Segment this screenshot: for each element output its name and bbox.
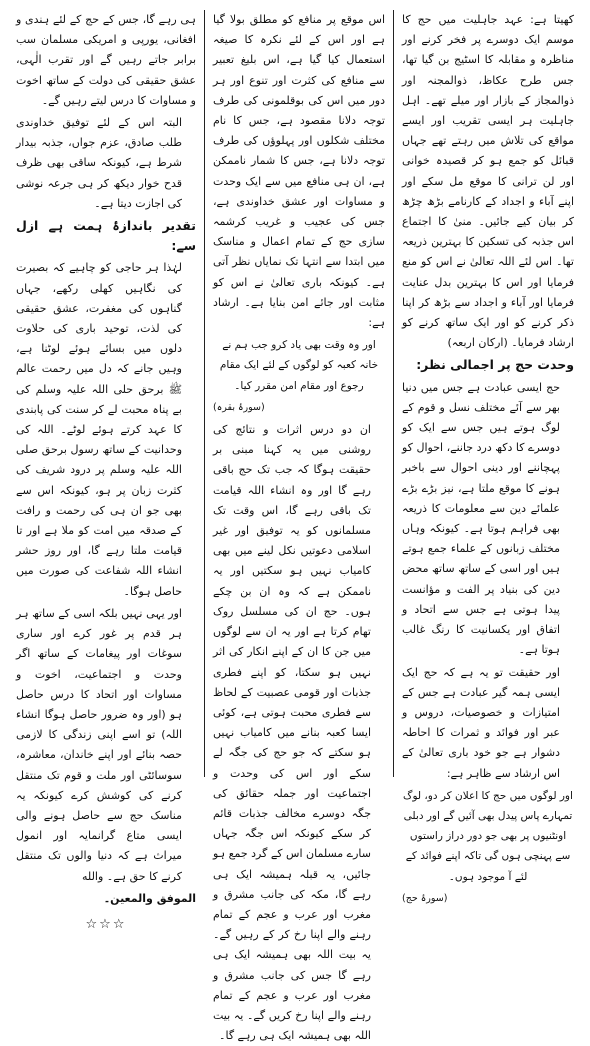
paragraph-lessons: اور یہی نہیں بلکہ اسی کے ساتھ ہر ہر قدم پر غور کرے اور ساری سوغات اور پیغامات کے ساتھ اگر وحدت و اجتماعیت، اخوت و مساوات اور اتحاد کا درس حاصل ہو (اور وہ ضرور حاصل ہوگا انشاء اللہ) تو اسے اپنی زندگی کا لازمی حصہ بنائے اور اپنے خاندان، معاشرہ، سوسائٹی اور ملت و قوم تک منتقل کرنے کی کوشش کرے کیونکہ یہ مناسک حج سے حاصل ہونے والی ایسی متاع گرانمایہ اور انمول میراث ہے کہ دنیا والوں تک منتقل کرنے کا حق ہے۔ والله bbox=[16, 606, 182, 883]
verse-reference-hajj: (سورۂ حج) bbox=[402, 892, 448, 904]
paragraph-divine-help: البتہ اس کے لئے توفیق خداوندی طلب صادق، عزم جواں، جذبہ بیدار شرط ہے، کیونکہ ساقی بھی ظرف قدح خوار دیکھ کر ہی جرعہ نوشی کی اجازت دیتا ہے۔ bbox=[16, 116, 182, 210]
heading-destiny: تقدیر باندازۂ ہمت ہے ازل سے: bbox=[16, 218, 196, 254]
column-right bbox=[394, 10, 582, 904]
column-left bbox=[8, 10, 204, 932]
heading-unity-of-hajj: وحدت حج پر اجمالی نظر: bbox=[416, 357, 574, 373]
paragraph-hajj-worship: حج ایسی عبادت ہے جس میں دنیا بھر سے آئے مختلف نسل و قوم کے لوگ ہوتے ہیں جس سے ایک کو دوسرے کا دکھ درد جاننے، احوال کو پہچاننے اور دینی احوال سے باخبر ہونے کا موقع ملتا ہے، نیز بڑے بڑے علمائے دین سے معلومات کا ذریعہ بھی فراہم ہوتا ہے۔ کیونکہ وہاں مختلف زبانوں کے علماء جمع ہوتے ہیں اور اسی کے ساتھ ساتھ محض دین کی بنیاد پر الفت و مؤانست پیدا ہوتی ہے جس سے اتحاد و اتفاق اور یکسانیت کا رنگ غالب ہوتا ہے۔ bbox=[402, 380, 560, 657]
paragraph-comprehensive-worship: اور حقیقت تو یہ ہے کہ حج ایک ایسی ہمہ گیر عبادت ہے جس کے امتیازات و خصوصیات، دروس و عبر اور فوائد و ثمرات کا احاطہ دشوار ہے جو خود باری تعالیٰ کے اس ارشاد سے ظاہر ہے: bbox=[402, 665, 560, 780]
paragraph-kaaba-unity: ان دو درس اثرات و نتائج کی روشنی میں یہ کہنا مبنی بر حقیقت ہوگا کہ جب تک حج باقی رہے گا اور وہ انشاء اللہ قیامت تک باقی رہے گا، اس وقت تک مسلمانوں کو یہ توفیق اور غیر اسلامی دعوتیں نکل لینے میں بھی کامیاب نہیں ہو سکتیں اور یہ ناممکن ہے کہ وہ ان بن چکے ہوں۔ حج ان کی مسلسل روک تھام کرتا ہے اور یہ ان سے لوگوں میں جن کا ان کے اپنے انکار کی اثر نہیں ہو سکتا، کو اپنے فطری جذبات اور قومی عصبیت کے لحاظ سے فطری محبت ہوتی ہے، کوئی ایسا کعبہ بنانے میں کامیاب نہیں ہو سکتے کہ جو حج کی جگہ لے سکے اور اس کی وحدت و اجتماعیت اور جملہ حقائق کی جگہ دوسرے مخالف جذبات قائم کر سکے کیونکہ اس جگہ جہاں سارے مسلمان اس کے گرد جمع ہو جائیں، یہ قبلہ ہمیشہ ایک ہی رہے گا، مکہ کی جانب مشرق و مغرب اور عرب و عجم کے تمام رہنے والے اپنا رخ کر کے رہیں گے۔ یہ بیت اللہ بھی ہمیشہ ایک ہی رہے گا جس کی جانب مشرق و مغرب اور عرب و عجم کے تمام رہنے والے اپنا رخ کریں گے۔ یہ بیت اللہ بھی ہمیشہ ایک ہی رہے گا۔ bbox=[213, 423, 371, 1043]
quran-verse-baqarah: اور وہ وقت بھی یاد کرو جب ہم نے خانہ کعبہ کو لوگوں کے لئے ایک مقام رجوع اور مقام امن مقرر کیا۔ bbox=[219, 339, 379, 392]
paragraph-all-nations: ہی رہے گا، جس کے حج کے لئے ہندی و افغانی، یورپی و امریکی مسلمان سب برابر جاتے رہیں گے اور تقرب الٰہی، عشق حقیقی کی دولت کے ساتھ اخوت و مساوات کا درس لیتے رہیں گے۔ bbox=[16, 13, 196, 107]
end-stars: ☆☆☆ bbox=[85, 916, 127, 932]
quran-verse-hajj: اور لوگوں میں حج کا اعلان کر دو، لوگ تمہارے پاس پیدل بھی آئیں گے اور دبلی اونٹنیوں پر بھی جو دور دراز راستوں سے پہنچی ہوں گی تاکہ اپنے فوائد کے لئے آ موجود ہوں۔ bbox=[403, 789, 573, 883]
paragraph-jahiliyya: کھیتا ہے: عہد جاہلیت میں حج کا موسم ایک دوسرے پر فخر کرنے اور مناظرہ و مقابلہ کا اسٹیج بن گیا تھا، جس طرح عکاظ، ذوالمجنہ اور ذوالمجاز کے بازار اور میلے تھے۔ اہل جاہلیت ہر ایسی تقریب اور ایسے مواقع کی تلاش میں رہتے تھے جہاں قبائل کو جمع ہو کر قصیدہ خوانی اور لن ترانی کا موقع مل سکے اور اپنے آباء و اجداد کے کارنامے بڑھ چڑھ کر بیان کیے جائیں۔ منیٰ کا اجتماع اس جذبہ کی تسکین کا بہترین ذریعہ تھا۔ اس لئے اللہ تعالیٰ نے اس کو منع فرمایا اور اس کا بہترین بدل عنایت فرمایا اور آباء و اجداد سے بڑھ کر اپنا ذکر کرنے کو اور ایک ساتھ کرنے کو ارشاد فرمایا۔ (ارکان اربعہ) bbox=[402, 13, 574, 350]
paragraph-benefits: اس موقع پر منافع کو مطلق بولا گیا ہے اور اس کے لئے نکرہ کا صیغہ استعمال کیا گیا ہے، اس بلیغ تعبیر سے منافع کی کثرت اور تنوع اور ہر دور میں اس کی بوقلمونی کی طرف توجہ دلانا مقصود ہے، جس کا نام مختلف شکلوں اور پہلوؤں کی طرف توجہ دلانا ہے، جس کا شمار ناممکن ہے، ان ہی منافع میں سے ایک وحدت و مساوات اور عشق خداوندی ہے، جس کی عجیب و غریب کرشمہ سازی حج کے تمام اعمال و مناسک میں ابتدا سے انتہا تک نمایاں نظر آتی ہے۔ کیونکہ باری تعالیٰ نے اس کو مثابت اور جائے امن بنایا ہے۔ ارشاد ہے: bbox=[213, 13, 385, 330]
column-middle bbox=[204, 10, 394, 1043]
closing-line: الموفق والمعین۔ bbox=[103, 891, 196, 905]
verse-reference-baqarah: (سورۂ بقرہ) bbox=[213, 401, 265, 413]
paragraph-pilgrim-duty: لہٰذا ہر حاجی کو چاہیے کہ بصیرت کی نگاہیں کھلی رکھے، جہاں گناہوں کی مغفرت، عشق حقیقی کی لذت، توحید باری کی حلاوت دلوں میں بسائے ہوئے لوٹنا ہے، وہیں جانے کہ دل میں رحمت عالم ﷺ برحق حلی اللہ علیہ وسلم کی بے پناہ محبت لے کر سنت کی پابندی کا عہد کرتے ہوئے لوٹے۔ اللہ کی وحدانیت کے ساتھ رسول برحق صلی اللہ علیہ وسلم پر درود شریف کی کثرت زبان پر ہو، کیونکہ اس سے بھی جو ان ہی کی رحمت و رافت کے صدقہ میں امت کو ملا ہے اور تا قیامت ملتا رہے گا، اور روز حشر انشاء اللہ شفاعت کی صورت میں حاصل ہوگا۔ bbox=[16, 261, 182, 598]
